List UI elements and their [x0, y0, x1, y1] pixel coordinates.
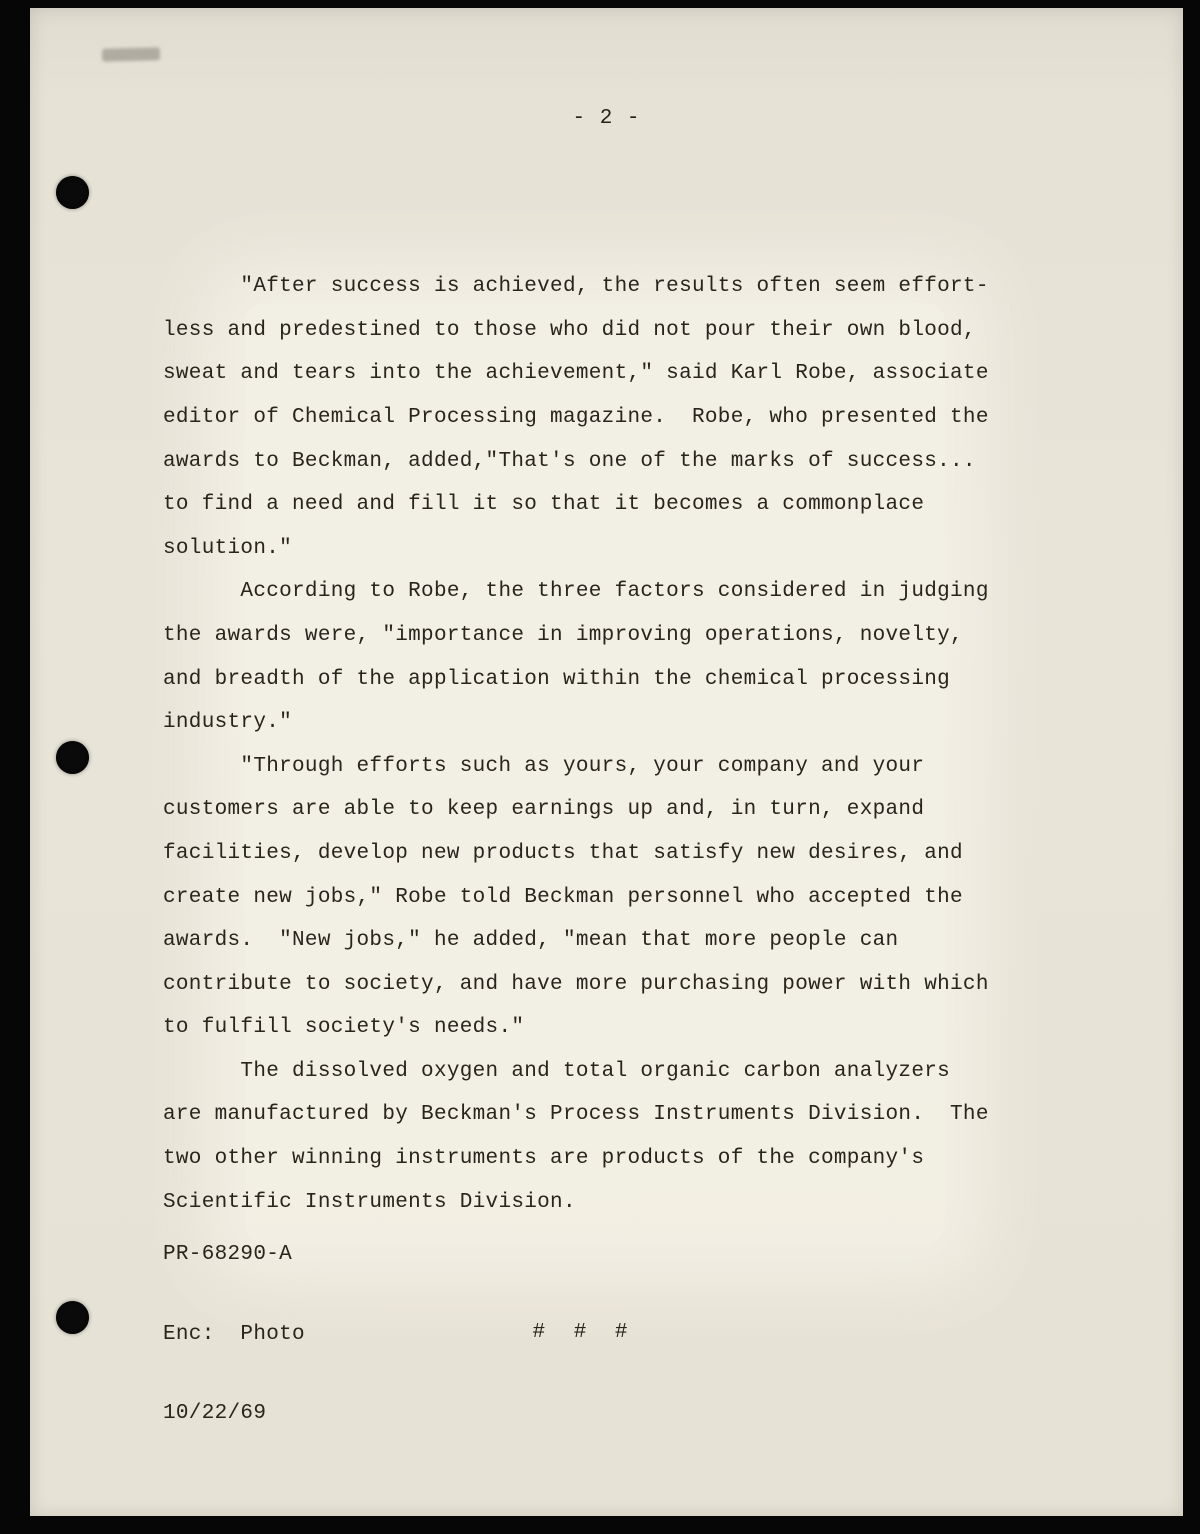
typewritten-line: According to Robe, the three factors considered in judging [163, 580, 989, 604]
punch-hole-middle [56, 741, 89, 774]
typewritten-line: Scientific Instruments Division. [163, 1190, 576, 1214]
footer-block [163, 1189, 305, 1481]
typewritten-line: solution." [163, 536, 293, 560]
typewritten-line: "Through efforts such as yours, your company and your [163, 754, 925, 778]
typewritten-line: customers are able to keep earnings up and, in turn, expand [163, 798, 925, 822]
typewritten-line: sweat and tears into the achievement," said Karl Robe, associate [163, 362, 989, 386]
paragraphs [163, 265, 1005, 1224]
page-number: - 2 - [572, 107, 641, 130]
typewritten-line: less and predestined to those who did not pour their own blood, [163, 318, 976, 342]
typewritten-line: to find a need and fill it so that it becomes a commonplace [163, 493, 925, 517]
paper [30, 8, 1183, 1516]
typewritten-line: create new jobs," Robe told Beckman personnel who accepted the [163, 885, 963, 909]
typewritten-line: awards. "New jobs," he added, "mean that more people can [163, 929, 899, 953]
reference-number: PR-68290-A [163, 1243, 293, 1266]
enclosure-note: Enc: Photo [163, 1322, 305, 1346]
ink-smudge-mark [102, 47, 160, 62]
typewritten-line: "After success is achieved, the results often seem effort- [163, 275, 989, 299]
typewritten-line: and breadth of the application within the chemical processing [163, 667, 951, 691]
punch-hole-bottom [56, 1301, 89, 1334]
typewritten-line: editor of Chemical Processing magazine. Robe, who presented the [163, 405, 989, 429]
release-date: 10/22/69 [163, 1402, 267, 1425]
typewritten-line: industry." [163, 711, 293, 735]
punch-hole-top [56, 176, 89, 209]
typewritten-line: facilities, develop new products that satisfy new desires, and [163, 841, 963, 865]
typewritten-line: are manufactured by Beckman's Process Instruments Division. The [163, 1103, 989, 1127]
typewritten-line: the awards were, "importance in improving operations, novelty, [163, 623, 963, 647]
typewritten-line: to fulfill society's needs." [163, 1016, 525, 1040]
typewritten-line: two other winning instruments are products of the company's [163, 1147, 925, 1171]
typewritten-line: The dissolved oxygen and total organic carbon analyzers [163, 1059, 951, 1083]
typewritten-line: contribute to society, and have more purchasing power with which [163, 972, 989, 996]
end-of-release-marks: # # # [532, 1321, 636, 1345]
typewritten-line: awards to Beckman, added,"That's one of the marks of success... [163, 449, 976, 473]
